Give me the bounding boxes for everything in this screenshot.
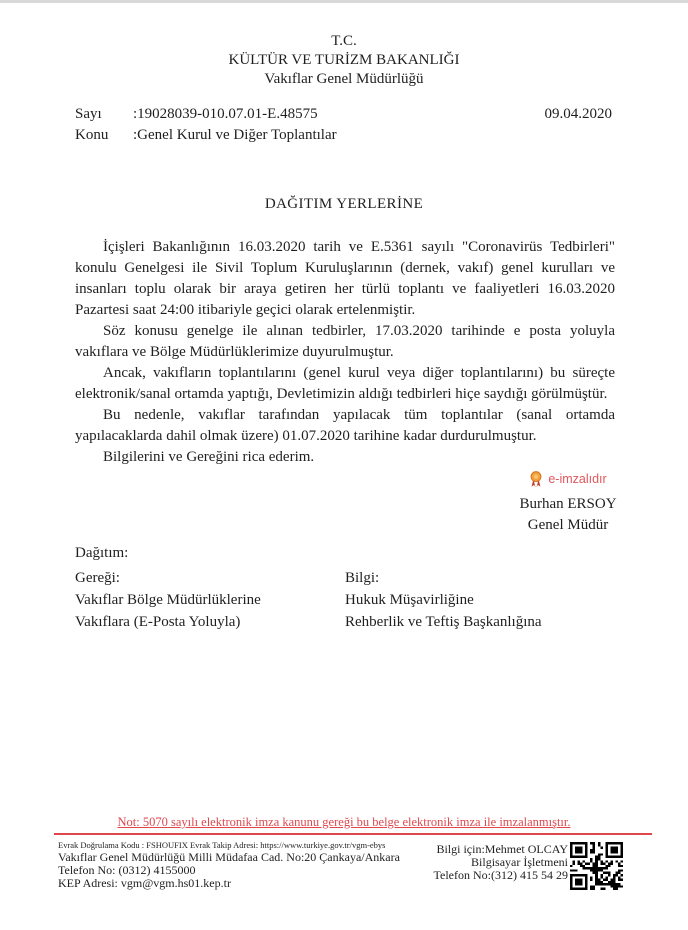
footer-kep-address: KEP Adresi: vgm@vgm.hs01.kep.tr [58,876,231,890]
letterhead-country: T.C. [331,33,357,49]
footer-address: Vakıflar Genel Müdürlüğü Milli Müdafaa Cad. No:20 Çankaya/Ankara [58,850,400,864]
e-signature-note: Not: 5070 sayılı elektronik imza kanunu gereği bu belge elektronik imza ile imzalanmıştır. [117,815,571,829]
document-meta [75,104,337,146]
geregi-label: Gereği: [75,570,120,586]
eimza-label: e-imzalıdır [548,472,607,486]
bilgi-item: Rehberlik ve Teftiş Başkanlığına [345,614,542,630]
signature-block [478,469,658,536]
distribution-geregi-column [75,568,345,634]
footer-phone: Telefon No: (0312) 4155000 [58,863,196,877]
sayi-value: :19028039-010.07.01-E.48575 [133,106,318,122]
verification-line: Evrak Doğrulama Kodu : FSHOUFIX Evrak Takip Adresi: https://www.turkiye.gov.tr/vgm-ebys [58,840,386,850]
signer-name: Burhan ERSOY [519,496,617,512]
distribution-title: Dağıtım: [75,545,129,561]
paragraph-2: Söz konusu genelge ile alınan tedbirler, 17.03.2020 tarihinde e posta yoluyla vakıflara ve Bölge Müdürlüklerimize duyurulmuştur. [75,323,615,360]
meta-row-konu [75,125,337,146]
bilgi-label: Bilgi: [345,570,380,586]
document-date: 09.04.2020 [544,106,612,122]
bilgi-item: Hukuk Müşavirliğine [345,592,474,608]
signer-title: Genel Müdür [527,517,609,533]
distribution-bilgi-column [345,568,615,634]
distribution-columns [75,568,615,634]
letterhead-directorate: Vakıflar Genel Müdürlüğü [264,71,424,87]
ribbon-seal-icon [529,471,543,488]
page-top-edge [0,0,688,3]
letterhead [0,32,688,89]
note-rule [54,833,652,835]
sayi-label: Sayı [75,106,102,122]
geregi-item: Vakıflar Bölge Müdürlüklerine [75,592,261,608]
geregi-item: Vakıflara (E-Posta Yoluyla) [75,614,241,630]
paragraph-5: Bilgilerini ve Gereğini rica ederim. [103,449,315,465]
footer-contact-right [434,843,568,882]
eimza-row [478,469,658,490]
paragraph-3: Ancak, vakıfların toplantılarını (genel kurul veya diğer toplantılarını) bu süreçte elektronik/sanal ortamda yaptığı, Devletimizin aldığı tedbirleri hiçe saydığı görülmüştür. [75,365,615,402]
recipient-line: DAĞITIM YERLERİNE [264,196,424,212]
konu-value: :Genel Kurul ve Diğer Toplantılar [133,127,337,143]
letter-body [75,237,615,468]
contact-title: Bilgisayar İşletmeni [471,855,568,869]
paragraph-4: Bu nedenle, vakıflar tarafından yapılacak tüm toplantılar (sanal ortamda yapılacaklarda dahil olmak üzere) 01.07.2020 tarihine kadar durdurulmuştur. [75,407,615,444]
meta-row-sayi [75,104,337,125]
distribution-block [75,543,615,634]
contact-name: Bilgi için:Mehmet OLCAY [436,842,568,856]
paragraph-1: İçişleri Bakanlığının 16.03.2020 tarih ve E.5361 sayılı "Coronavirüs Tedbirleri" konulu Genelgesi ile Sivil Toplum Kuruluşlarının (dernek, vakıf) genel kurulları ve insanları toplu olarak bir araya getiren her türlü toplantı ve faaliyetleri 16.03.2020 Pazartesi saat 24:00 itibariyle geçici olarak ertelenmiştir. [75,239,615,318]
qr-code [570,842,623,890]
letterhead-ministry: KÜLTÜR VE TURİZM BAKANLIĞI [228,52,460,68]
footer-contact-left [58,840,400,890]
konu-label: Konu [75,127,109,143]
contact-phone: Telefon No:(312) 415 54 29 [433,868,568,882]
